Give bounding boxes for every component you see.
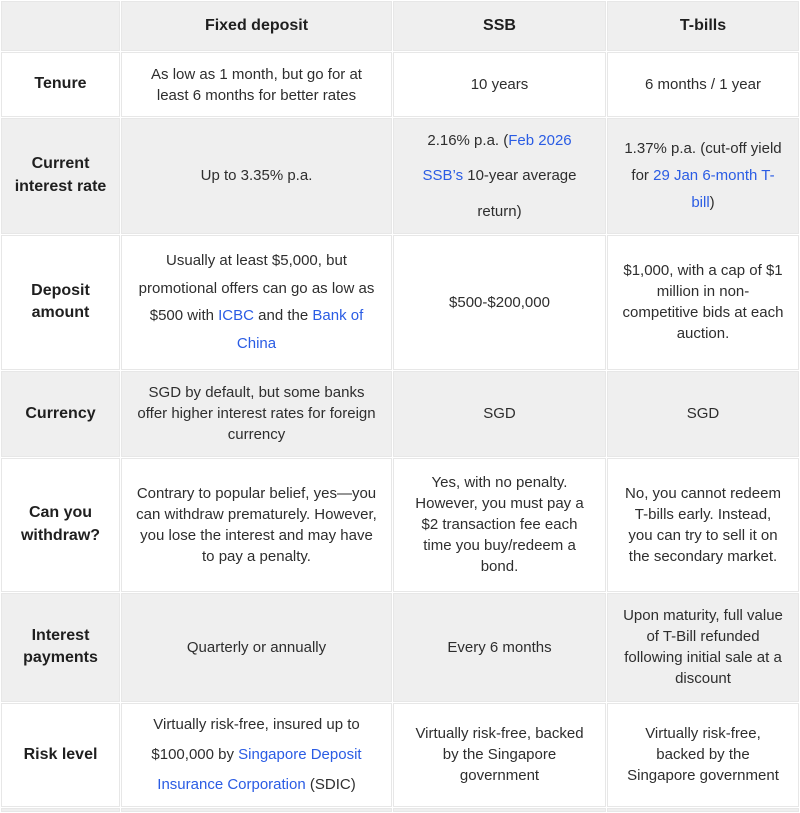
cell-text: Virtually risk-free, insured up to $100,000 by	[151, 715, 360, 763]
row-label: Risk level	[1, 703, 120, 807]
cell-text: $500-$200,000	[449, 293, 550, 311]
table-row	[1, 458, 799, 592]
table-cell	[393, 703, 606, 807]
table-row	[1, 703, 799, 807]
table-row	[1, 235, 799, 370]
table-cell	[393, 235, 606, 370]
table-cell	[607, 703, 799, 807]
column-header-t-bills: T-bills	[607, 1, 799, 51]
cell-text: SGD	[483, 405, 516, 423]
row-label: Tenure	[1, 52, 120, 117]
cell-text: $1,000, with a cap of $1 million in non-competitive bids at each auction.	[622, 262, 784, 343]
cell-text: Yes, with no penalty. However, you must pay a $2 transaction fee each time you buy/redeem a bond.	[415, 474, 584, 576]
cell-text: and the	[253, 307, 313, 325]
cell-text: As low as 1 month, but go for at least 6 months for better rates	[151, 65, 362, 104]
link[interactable]: Singapore Deposit Insurance Corporation	[157, 745, 362, 793]
cell-text: SGD by default, but some banks offer higher interest rates for foreign currency	[137, 384, 376, 444]
column-header-fixed-deposit: Fixed deposit	[121, 1, 392, 51]
header-row	[1, 1, 799, 51]
cell-text: SGD	[686, 405, 720, 423]
table-body	[1, 52, 799, 812]
row-label: Interest payments	[1, 593, 120, 702]
table-cell	[121, 703, 392, 807]
link[interactable]: Feb 2026 SSB’s	[422, 132, 572, 185]
table-cell	[393, 371, 606, 457]
cell-text: 2.16% p.a. (	[427, 132, 509, 149]
cell-text: Usually at least $5,000, but promotional offers can go as low as $500 with	[138, 251, 375, 325]
table-cell	[607, 52, 799, 117]
cell-text: Virtually risk-free, backed by the Singapore government	[415, 725, 584, 785]
row-label: Can you withdraw?	[1, 458, 120, 592]
cell-text: Contrary to popular belief, yes—you can withdraw prematurely. However, you lose the interest and may have to pay a penalty.	[136, 484, 377, 565]
table-cell	[607, 458, 799, 592]
table-row	[1, 118, 799, 234]
link[interactable]: Bank of China	[236, 307, 364, 352]
table-cell	[121, 808, 392, 812]
row-label: Current interest rate	[1, 118, 120, 234]
row-label: Deposit amount	[1, 235, 120, 370]
table-cell	[607, 235, 799, 370]
table-row	[1, 52, 799, 117]
cell-text: Every 6 months	[447, 638, 552, 656]
cell-text: Up to 3.35% p.a.	[200, 167, 313, 185]
column-header-blank	[1, 1, 120, 51]
table-cell	[607, 118, 799, 234]
cell-text: Upon maturity, full value of T-Bill refunded following initial sale at a discount	[623, 607, 783, 688]
row-label: Currency	[1, 371, 120, 457]
table-row	[1, 371, 799, 457]
table-cell	[121, 458, 392, 592]
table-cell	[1, 808, 120, 812]
partial-row	[1, 808, 799, 812]
table-cell	[393, 808, 606, 812]
table-cell	[607, 593, 799, 702]
table-cell	[607, 808, 799, 812]
table-cell	[607, 371, 799, 457]
table-cell	[121, 118, 392, 234]
table-cell	[121, 371, 392, 457]
cell-text: )	[709, 194, 715, 212]
link[interactable]: 29 Jan 6-month T-bill	[653, 167, 775, 212]
table-cell	[393, 118, 606, 234]
table-cell	[121, 235, 392, 370]
table-cell	[393, 593, 606, 702]
cell-text: (SDIC)	[305, 775, 356, 793]
cell-text: No, you cannot redeem T-bills early. Instead, you can try to sell it on the secondary market.	[625, 484, 781, 565]
cell-text: 6 months / 1 year	[645, 76, 761, 93]
cell-text: 10 years	[470, 76, 529, 93]
cell-text: Quarterly or annually	[186, 638, 327, 656]
table-cell	[121, 593, 392, 702]
column-header-ssb: SSB	[393, 1, 606, 51]
cell-text: 1.37% p.a. (cut-off yield for	[624, 140, 782, 185]
table-row	[1, 593, 799, 702]
table-cell	[121, 52, 392, 117]
link[interactable]: ICBC	[218, 307, 254, 325]
cell-text: 10-year average return)	[463, 167, 577, 220]
cell-text: Virtually risk-free, backed by the Singapore government	[627, 725, 779, 785]
table-cell	[393, 458, 606, 592]
table-cell	[393, 52, 606, 117]
